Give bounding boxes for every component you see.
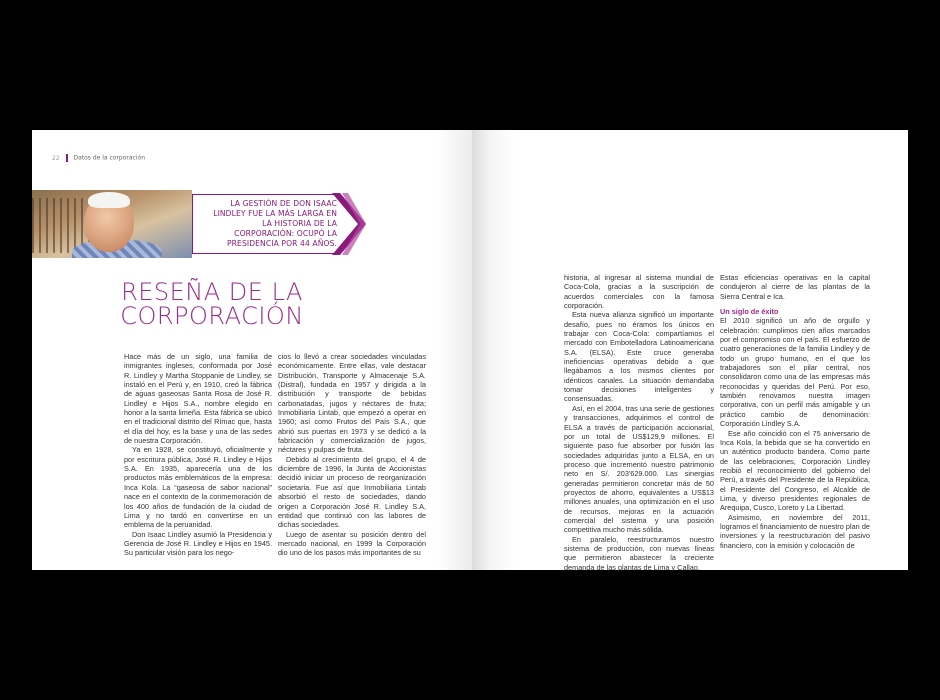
page-number: 22: [52, 154, 60, 162]
paragraph: Estas eficiencias operativas en la capital condujeron al cierre de las plantas de la Sierra Central e Ica.: [720, 273, 870, 301]
page-title: [52, 280, 372, 328]
header-accent-bar: [66, 154, 68, 162]
title-line-1: RESEÑA DE LA: [121, 278, 303, 306]
paragraph: historia, al ingresar al sistema mundial de Coca-Cola, gracias a la suscripción de acuerdos comerciales con la famosa corporación.: [564, 273, 714, 311]
paragraph: Ese año coincidió con el 75 aniversario de Inca Kola, la bebida que se ha convertido en un auténtico producto bandera. Como parte de las celebraciones, Corporación Lindley recibió el reconocimiento del gobierno del Perú, a través del Presidente de la República, el Presidente del Congreso, el Alcalde de Lima, y diverso presidentes regionales de Arequipa, Cusco, Loreto y La Libertad.: [720, 428, 870, 513]
paragraph: Debido al crecimiento del grupo, el 4 de diciembre de 1996, la Junta de Accionistas decidió iniciar un proceso de reorganización societaria. Fue así que Inmobiliaria Lintab absorbió el resto de sociedades, dando origen a Corporación José R. Lindley S.A, entidad que continuó con las labores de dichas sociedades.: [278, 454, 426, 530]
section-subtitle: Un siglo de éxito: [720, 307, 779, 317]
pull-quote-box: [192, 194, 341, 254]
text-column-2: [278, 352, 426, 558]
paragraph: Hace más de un siglo, una familia de inmigrantes ingleses, conformada por José R. Lindley y Martha Stoppanie de Lindley, se instaló en el Perú y, en 1910, creó la fábrica de aguas gaseosas Santa Rosa de José R. Lindley e Hijos S.A., nombre elegido en honor a la santa limeña. Esta fábrica se ubicó en el tradicional distrito del Rímac que, hasta el día del hoy, es la base y una de las sedes de nuestra Corporación.: [124, 352, 272, 446]
photo-hair: [88, 192, 130, 208]
chevron-arrow-icon: [332, 193, 368, 255]
text-column-1: [124, 352, 272, 558]
paragraph: El 2010 significó un año de orgullo y celebración: cumplimos cien años marcados por el compromiso con el país. El esfuerzo de cuatro generaciones de la familia Lindley y de todo un grupo humano, en el que los trabajadores son el pilar central, nos consolidaron como una de las empresas más reconocidas y queridas del Perú. Por eso, también renovamos nuestra imagen corporativa, con un perfil más amigable y un práctico cambio de denominación: Corporación Lindley S.A.: [720, 316, 870, 429]
paragraph: Así, en el 2004, tras una serie de gestiones y transacciones, adquirimos el control de ELSA a través de participación accionarial, por un total de US$129,9 millones. El siguiente paso fue absorber por fusión las sociedades adquiridas junto a ELSA, en un proceso que incrementó nuestro patrimonio neto en S/. 203'629.000. Las sinergias generadas permitieron concretar más de 50 proyectos de ahorro, equivalentes a US$13 millones anuales, una optimización en el uso de recursos, mejoras en la actuación comercial del sistema y una posición competitiva mucho más sólida.: [564, 403, 714, 535]
pull-quote-text: LA GESTIÓN DE DON ISAAC LINDLEY FUE LA MÁS LARGA EN LA HISTORIA DE LA CORPORACIÓN: OCUPÓ LA PRESIDENCIA POR 44 AÑOS.: [213, 199, 337, 248]
title-line-2: CORPORACIÓN: [120, 302, 304, 330]
text-column-4: [720, 273, 870, 550]
text-column-3: [564, 273, 714, 572]
running-header: [52, 154, 145, 162]
section-name: Datos de la corporación: [73, 154, 145, 162]
paragraph: En paralelo, reestructuramos nuestro sistema de producción, con nuevas líneas que permitieron abastecer la creciente demanda de las plantas de Lima y Callao.: [564, 534, 714, 572]
paragraph: Don Isaac Lindley asumió la Presidencia y Gerencia de José R. Lindley e Hijos en 1945. Su particular visión para los nego-: [124, 529, 272, 558]
right-page: [472, 130, 908, 570]
paragraph: Esta nueva alianza significó un importante desafío, pues no éramos los únicos en trabajar con Coca-Cola: compartíamos el mercado con Embotelladora Latinoamericana S.A. (ELSA). Este cruce generaba ineficiencias operativas debido a que llegábamos a los mismos clientes por idénticos canales. La situación demandaba tomar decisiones inteligentes y consensuadas.: [564, 310, 714, 404]
left-page: [32, 130, 472, 570]
portrait-photo: [32, 190, 192, 258]
paragraph: Asimismo, en noviembre del 2011, logramos el financiamiento de nuestro plan de inversiones y la reestructuración del pasivo financiero, con la emisión y colocación de: [720, 512, 870, 550]
paragraph: Luego de asentar su posición dentro del mercado nacional, en 1999 la Corporación dio uno de los pasos más importantes de su: [278, 529, 426, 558]
paragraph: Ya en 1928, se constituyó, oficialmente y por escritura pública, José R. Lindley e Hijos S.A. En 1935, aparecería una de los productos más emblemáticos de la empresa: Inca Kola. La “gaseosa de sabor nacional” nace en el contexto de la conmemoración de los 400 años de fundación de la ciudad de Lima y no tardó en convertirse en un emblema de la peruanidad.: [124, 445, 272, 530]
paragraph: cios lo llevó a crear sociedades vinculadas económicamente. Entre ellas, vale destacar Distribución, Transporte y Almacenaje S.A. (Distral), fundada en 1957 y dirigida a la distribución y transporte de bebidas carbonatadas, jugos y néctares de fruta; Inmobiliaria Lintab, que empezó a operar en 1960; así como Frutos del País S.A., que abrió sus puertas en 1973 y se dedicó a la fabricación y comercialización de jugos, néctares y pulpas de fruta.: [278, 352, 426, 455]
